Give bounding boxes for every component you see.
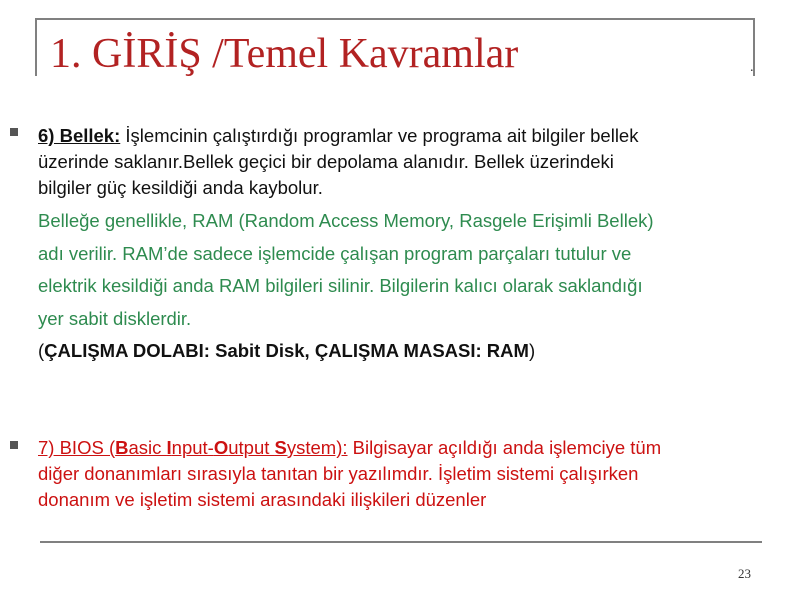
title-frame-top xyxy=(35,18,755,20)
bios-heading: 7) BIOS (Basic Input-Output System): xyxy=(38,437,348,458)
bullet-square-icon xyxy=(10,441,18,449)
bellek-line-1: 6) Bellek: İşlemcinin çalıştırdığı programlar ve programa ait bilgiler bellek xyxy=(38,125,639,146)
page-number: 23 xyxy=(738,566,751,581)
title-dot: . xyxy=(750,60,754,75)
bellek-note: (ÇALIŞMA DOLABI: Sabit Disk, ÇALIŞMA MASASI: RAM) xyxy=(38,340,536,361)
ram-line-2: adı verilir. RAM’de sadece işlemcide çalışan program parçaları tutulur ve xyxy=(38,242,632,264)
bellek-line-3: bilgiler güç kesildiği anda kaybolur. xyxy=(38,177,323,198)
bellek-ram-paragraph xyxy=(38,205,798,335)
bottom-divider xyxy=(40,541,762,543)
bios-line-1: 7) BIOS (Basic Input-Output System): Bilgisayar açıldığı anda işlemciye tüm xyxy=(38,437,662,458)
slide-title: 1. GİRİŞ /Temel Kavramlar xyxy=(50,31,519,77)
bullet-square-icon xyxy=(10,128,18,136)
title-frame-left xyxy=(35,18,37,76)
bellek-heading: 6) Bellek: xyxy=(38,125,121,146)
bios-line-2: diğer donanımları sırasıyla tanıtan bir yazılımdır. İşletim sistemi çalışırken xyxy=(38,463,639,484)
section-bios xyxy=(38,435,798,513)
bellek-line-2: üzerinde saklanır.Bellek geçici bir depolama alanıdır. Bellek üzerindeki xyxy=(38,151,614,172)
ram-line-4: yer sabit disklerdir. xyxy=(38,307,192,329)
section-bellek xyxy=(38,123,798,201)
bios-line-3: donanım ve işletim sistemi arasındaki ilişkileri düzenler xyxy=(38,489,487,510)
ram-line-3: elektrik kesildiği anda RAM bilgileri silinir. Bilgilerin kalıcı olarak saklandığı xyxy=(38,275,643,296)
bellek-note-text: ÇALIŞMA DOLABI: Sabit Disk, ÇALIŞMA MASASI: RAM xyxy=(44,340,529,361)
ram-line-1: Belleğe genellikle, RAM (Random Access Memory, Rasgele Erişimli Bellek) xyxy=(38,210,654,231)
